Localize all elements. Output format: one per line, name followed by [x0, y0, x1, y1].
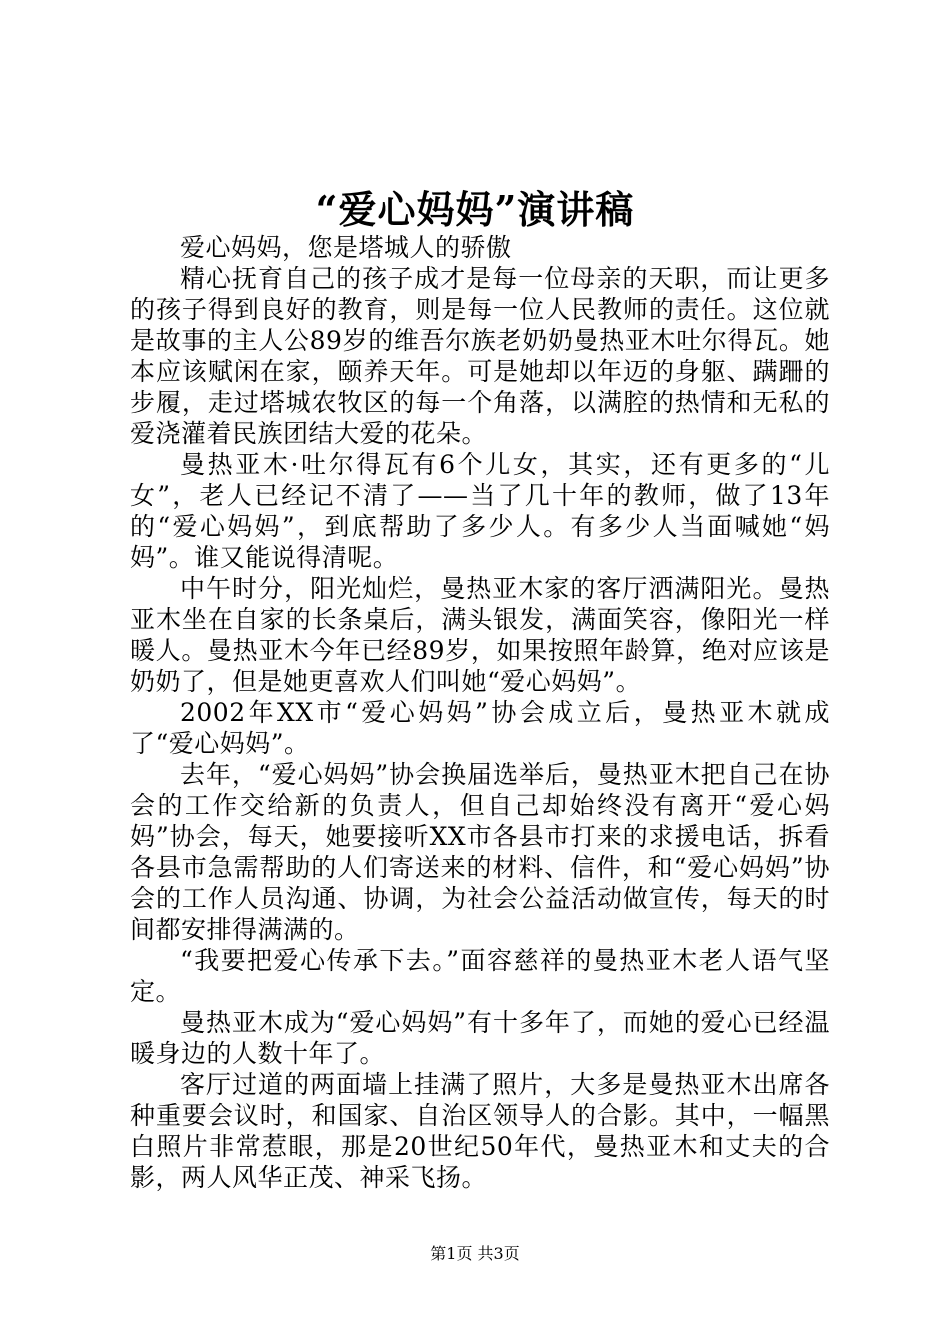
- paragraph: 2002年XX市“爱心妈妈”协会成立后，曼热亚木就成了“爱心妈妈”。: [130, 698, 830, 758]
- paragraph: 去年，“爱心妈妈”协会换届选举后，曼热亚木把自己在协会的工作交给新的负责人，但自己却始终没有离开“爱心妈妈”协会，每天，她要接听XX市各县市打来的求援电话，拆看各县市急需帮助的人们寄送来的材料、信件，和“爱心妈妈”协会的工作人员沟通、协调，为社会公益活动做宣传，每天的时间都安排得满满的。: [130, 760, 830, 944]
- paragraph: 曼热亚木成为“爱心妈妈”有十多年了，而她的爱心已经温暖身边的人数十年了。: [130, 1008, 830, 1068]
- document-title: “爱心妈妈”演讲稿: [315, 187, 635, 232]
- paragraph: 中午时分，阳光灿烂，曼热亚木家的客厅洒满阳光。曼热亚木坐在自家的长条桌后，满头银发，满面笑容，像阳光一样暖人。曼热亚木今年已经89岁，如果按照年龄算，绝对应该是奶奶了，但是她更喜欢人们叫她“爱心妈妈”。: [130, 574, 830, 696]
- paragraph-subtitle: 爱心妈妈，您是塔城人的骄傲: [180, 233, 512, 262]
- paragraph: 精心抚育自己的孩子成才是每一位母亲的天职，而让更多的孩子得到良好的教育，则是每一位人民教师的责任。这位就是故事的主人公89岁的维吾尔族老奶奶曼热亚木吐尔得瓦。她本应该赋闲在家，颐养天年。可是她却以年迈的身躯、蹒跚的步履，走过塔城农牧区的每一个角落，以满腔的热情和无私的爱浇灌着民族团结大爱的花朵。: [130, 264, 830, 448]
- page-footer: 第1页 共3页: [430, 1244, 520, 1263]
- document-body: [130, 232, 830, 1193]
- paragraph: 客厅过道的两面墙上挂满了照片，大多是曼热亚木出席各种重要会议时，和国家、自治区领导人的合影。其中，一幅黑白照片非常惹眼，那是20世纪50年代，曼热亚木和丈夫的合影，两人风华正茂、神采飞扬。: [130, 1070, 830, 1192]
- paragraph: “我要把爱心传承下去。”面容慈祥的曼热亚木老人语气坚定。: [130, 946, 830, 1006]
- paragraph: 曼热亚木·吐尔得瓦有6个儿女，其实，还有更多的“儿女”，老人已经记不清了——当了几十年的教师，做了13年的“爱心妈妈”，到底帮助了多少人。有多少人当面喊她“妈妈”。谁又能说得清呢。: [130, 450, 830, 572]
